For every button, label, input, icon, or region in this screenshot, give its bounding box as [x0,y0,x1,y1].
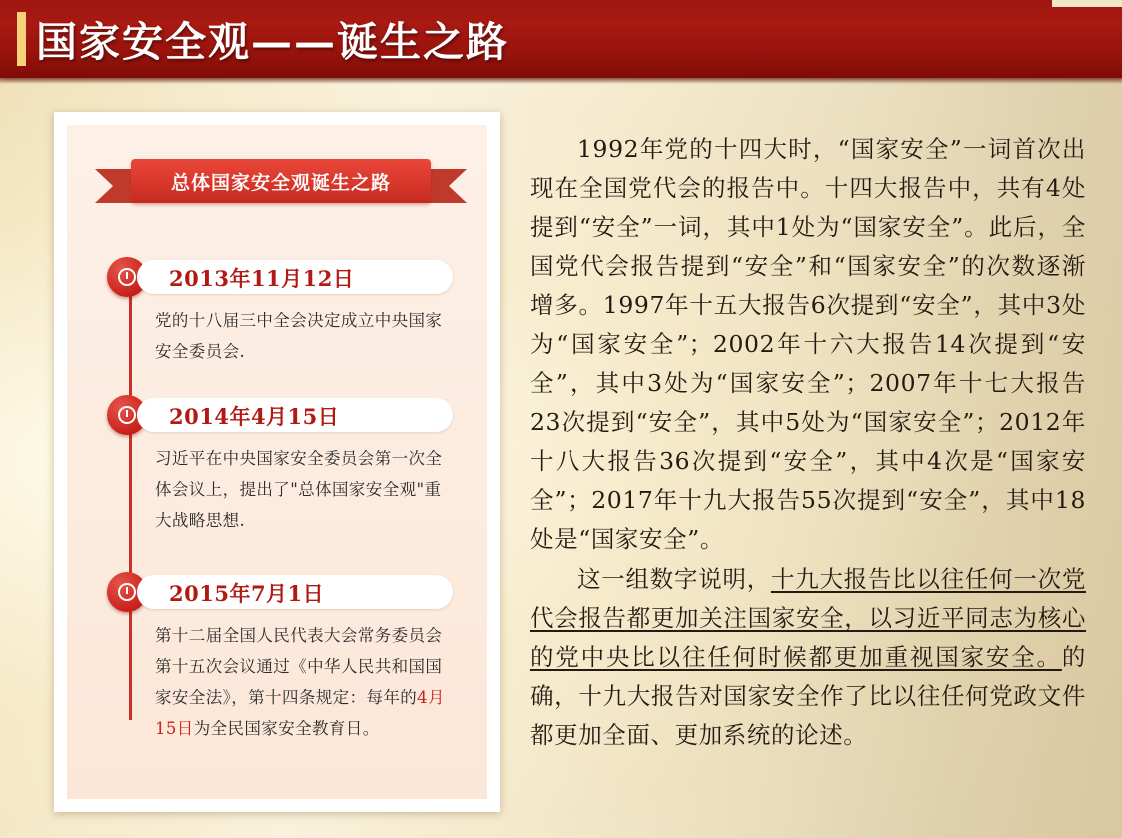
top-right-strip [1052,0,1122,7]
title-bar [0,0,1122,78]
plain-text: 党的十八届三中全会决定成立中央国家安全委员会. [155,311,443,361]
paragraph2-tail: 的确，十九大报告对国家安全作了比以往任何党政文件都更加全面、更加系统的论述。 [530,643,1086,749]
paragraph2-lead: 这一组数字说明， [577,565,771,593]
body-paragraph-1: 1992年党的十四大时，“国家安全”一词首次出现在全国党代会的报告中。十四大报告中，共有4处提到“安全”一词，其中1处为“国家安全”。此后，全国党代会报告提到“安全”和“国家安全”的次数逐渐增多。1997年十五大报告6次提到“安全”，其中3处为“国家安全”；2002年十六大报告14次提到“安全”，其中3处为“国家安全”；2007年十七大报告23次提到“安全”，其中5处为“国家安全”；2012年十八大报告36次提到“安全”，其中4次是“国家安全”；2017年十九大报告55次提到“安全”，其中18处是“国家安全”。 [530,135,1086,553]
timeline-axis [129,275,132,720]
highlighted-text: 4月15日 [155,688,445,738]
ribbon-body [131,159,431,203]
body-paragraph-2 [530,560,1086,755]
timeline-date-2: 2014年4月15日 [169,404,340,429]
ribbon-banner [95,157,467,213]
timeline-date-3: 2015年7月1日 [169,581,325,606]
timeline-desc-1 [155,305,455,367]
timeline-desc-2 [155,443,455,536]
page-title: 国家安全观——诞生之路 [36,18,509,66]
timeline-card-inner [67,125,487,799]
plain-text: 第十二届全国人民代表大会常务委员会第十五次会议通过《中华人民共和国国家安全法》，第十四条规定：每年的 [155,626,443,707]
article-body [530,130,1086,755]
timeline-card [54,112,500,812]
paragraph2-underlined: 十九大报告比以往任何一次党代会报告都更加关注国家安全，以习近平同志为核心的党中央比以往任何时候都更加重视国家安全。 [530,565,1086,671]
timeline-desc-3 [155,620,455,744]
title-accent-bar [17,12,26,66]
ribbon-label: 总体国家安全观诞生之路 [170,171,391,194]
plain-text: 为全民国家安全教育日。 [193,719,380,738]
plain-text: 习近平在中央国家安全委员会第一次全体会议上，提出了"总体国家安全观"重大战略思想. [155,449,443,530]
timeline-date-1: 2013年11月12日 [169,266,355,291]
